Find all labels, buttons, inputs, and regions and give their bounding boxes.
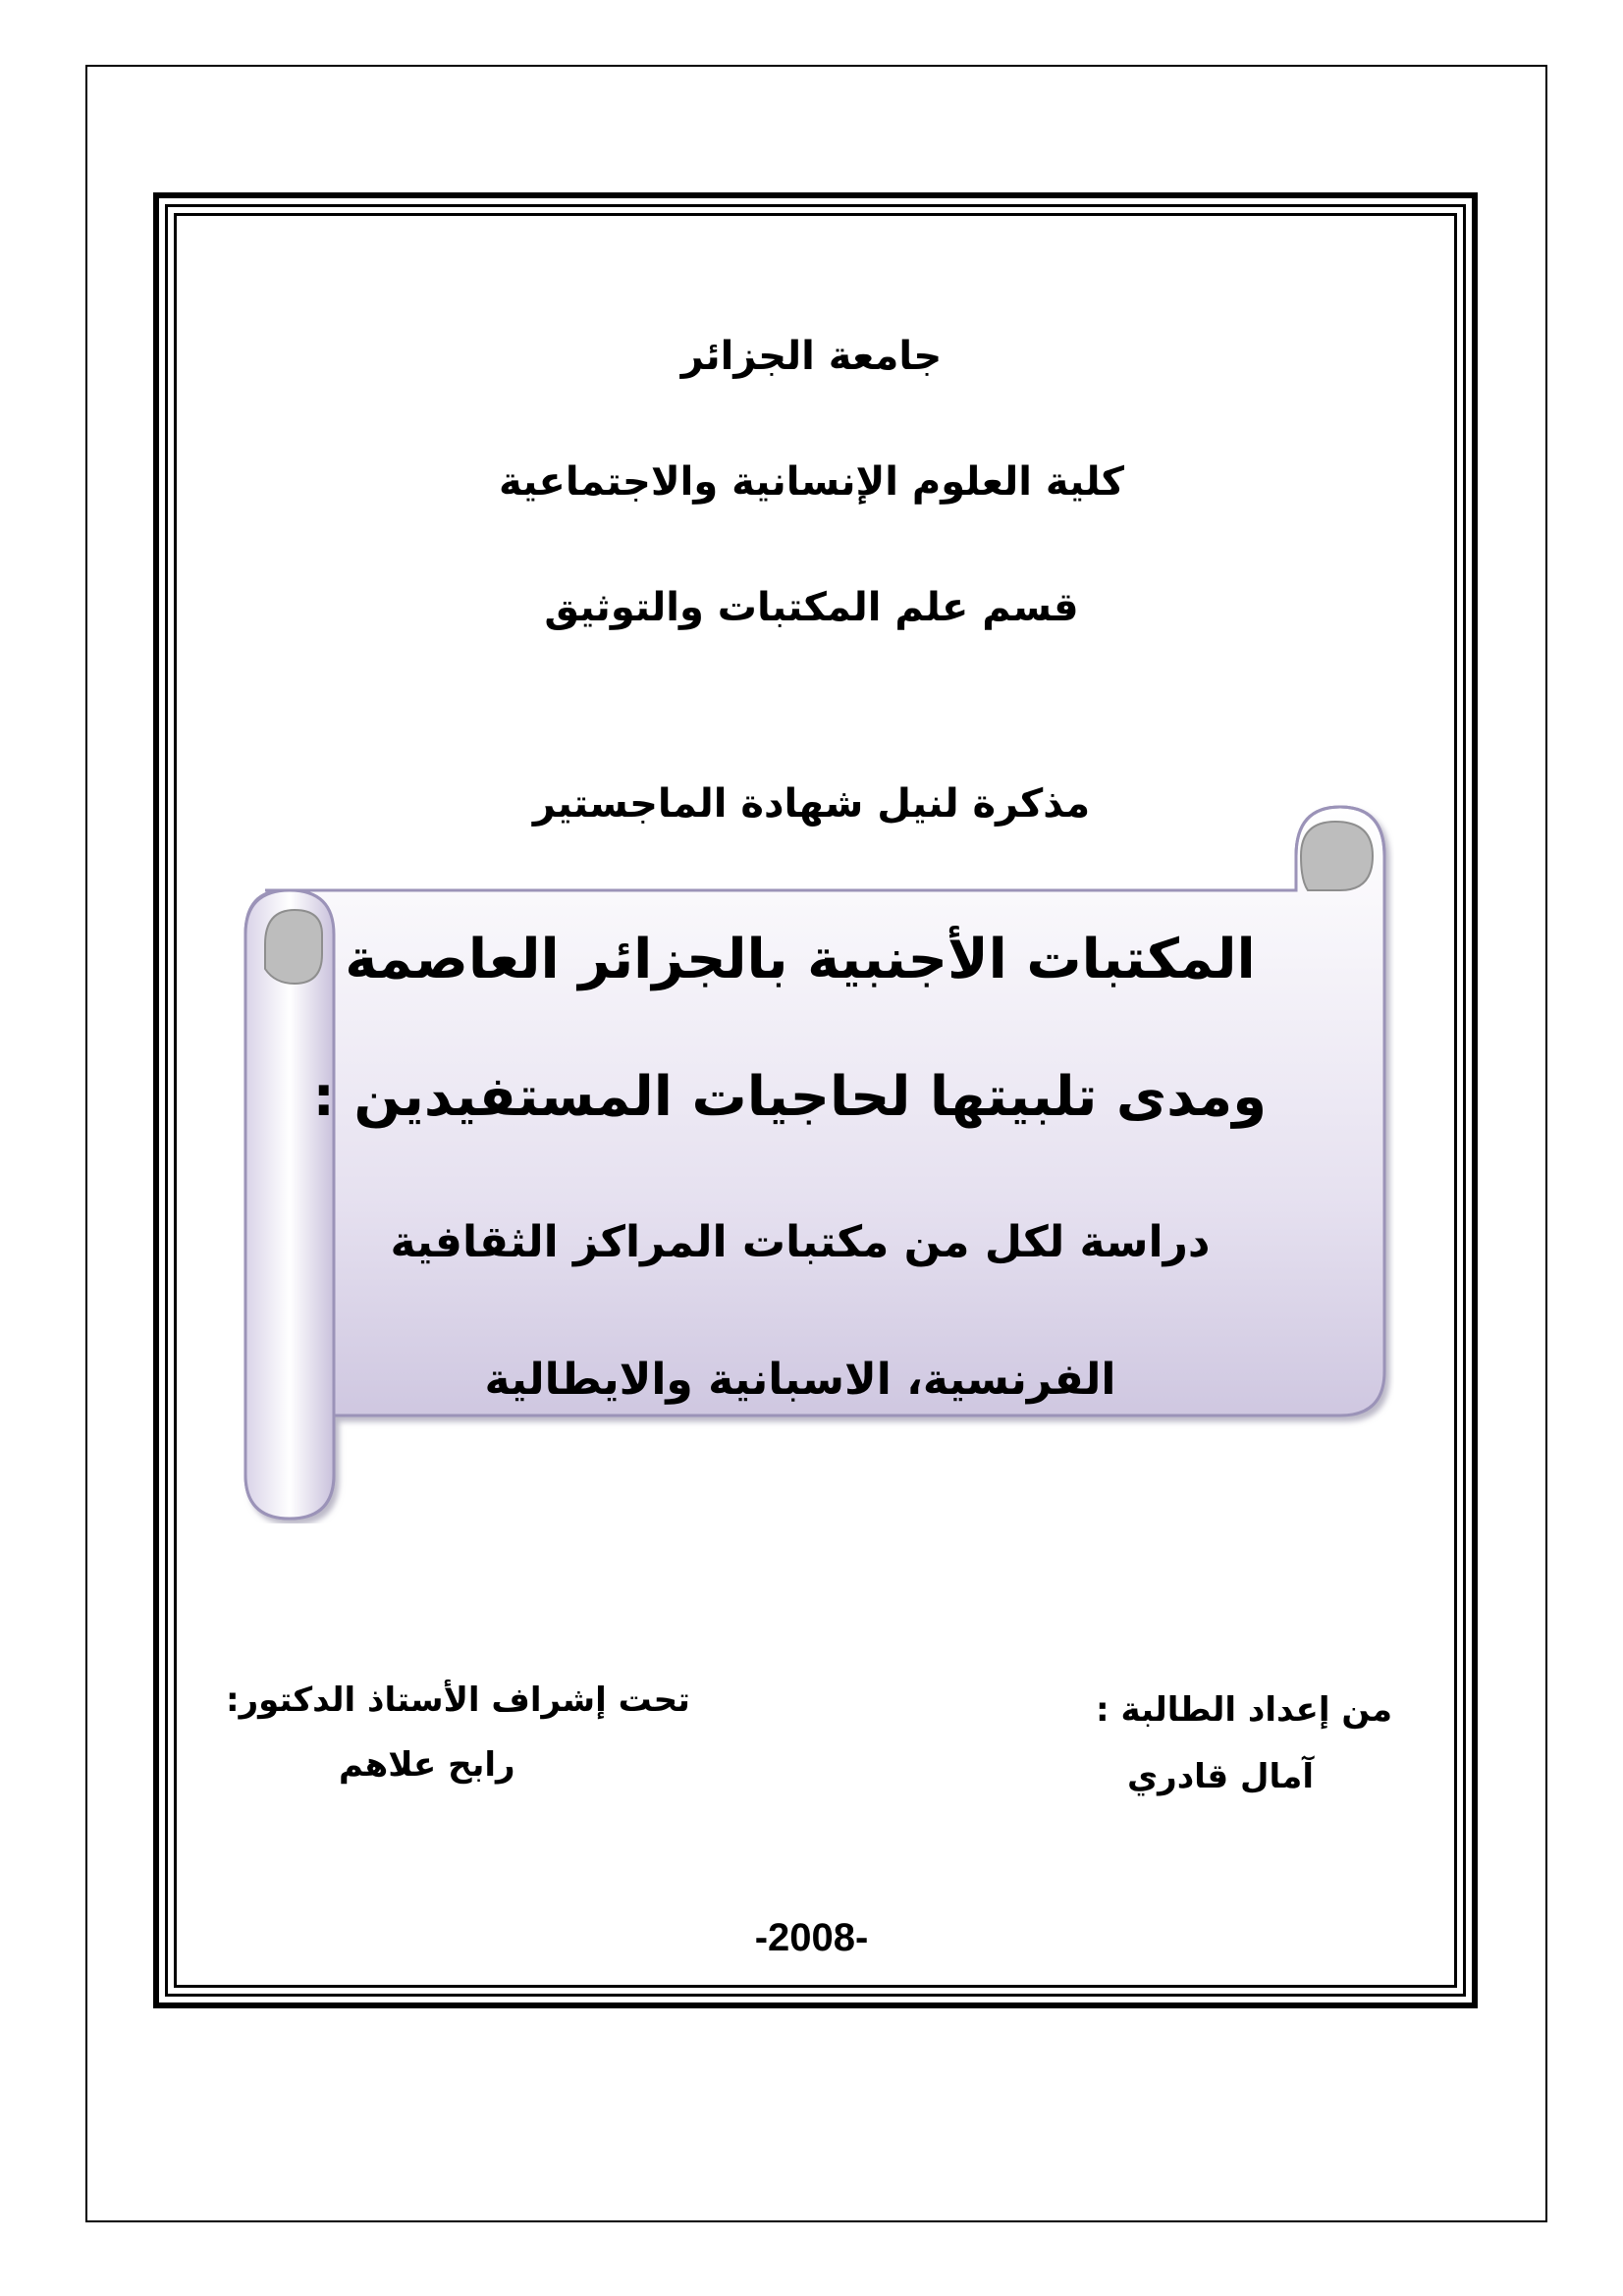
scroll-body [245,807,1384,1519]
scroll-curl-left [265,910,322,984]
scroll-curl-right [1301,822,1373,890]
supervisor-label: تحت إشراف الأستاذ الدكتور: [226,1681,690,1720]
title-line-4: الفرنسية، الاسبانية والايطالية [484,1355,1116,1405]
year: -2008- [754,1916,869,1959]
degree-statement: مذكرة لنيل شهادة الماجستير [532,781,1091,827]
title-line-2: ومدى تلبيتها لحاجيات المستفيدين : [312,1065,1267,1129]
department-name: قسم علم المكتبات والتوثيق [544,585,1079,630]
supervisor-name: رابح علاهم [339,1745,515,1785]
title-line-3: دراسة لكل من مكتبات المراكز الثقافية [390,1217,1211,1267]
university-name: جامعة الجزائر [680,334,943,379]
student-label: من إعداد الطالبة : [1096,1690,1392,1730]
title-line-1: المكتبات الأجنبية بالجزائر العاصمة [345,928,1256,991]
scroll-banner [236,797,1394,1523]
student-name: آمال قادري [1126,1757,1314,1796]
faculty-name: كلية العلوم الإنسانية والاجتماعية [498,459,1125,505]
